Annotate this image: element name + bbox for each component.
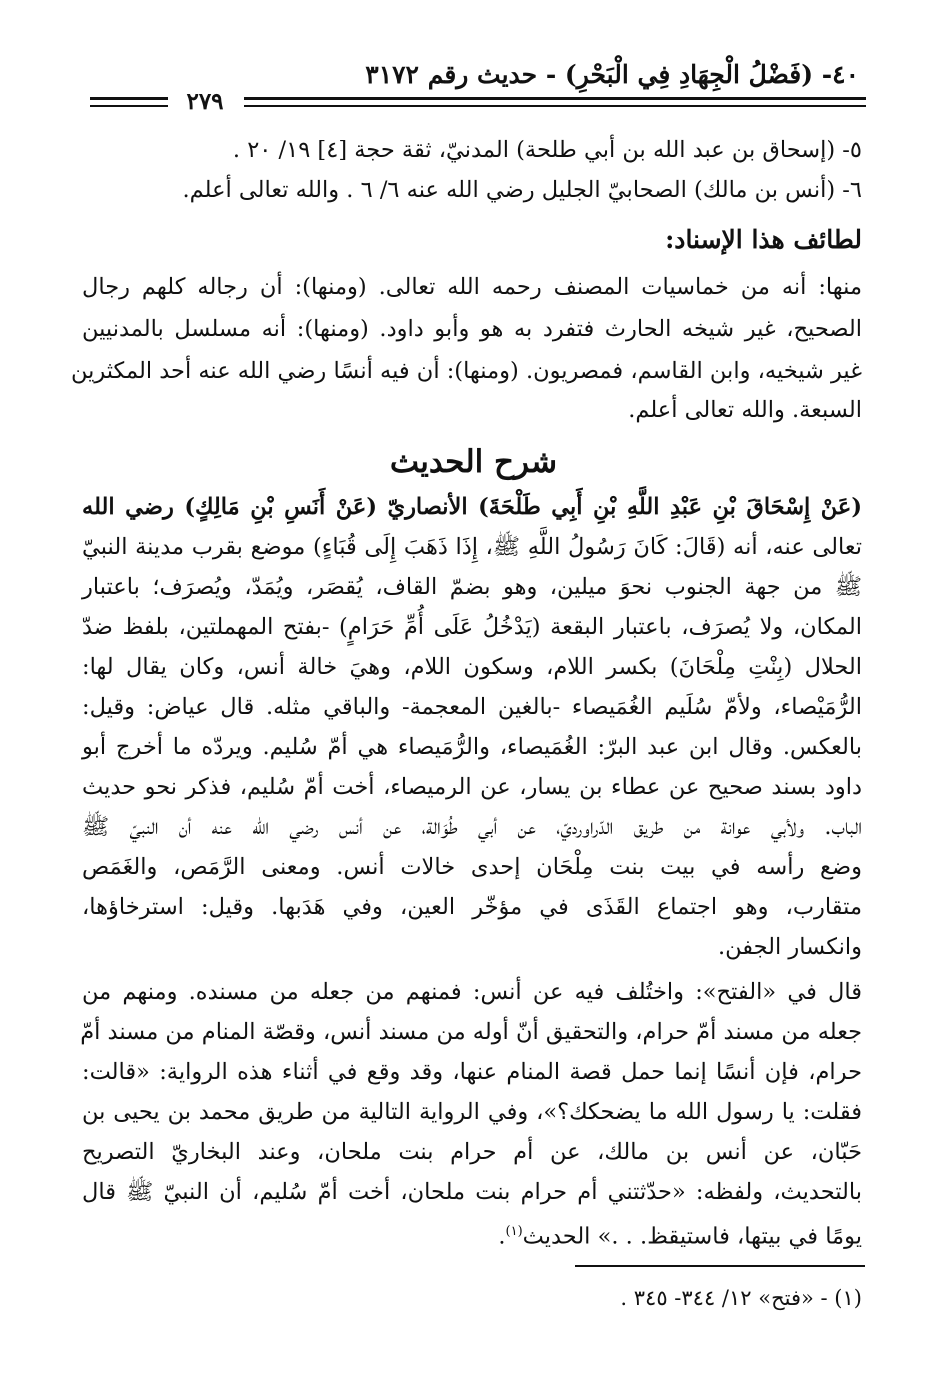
sharh-line-last — [82, 1215, 862, 1254]
header-rule-top-right — [244, 97, 866, 100]
sharh-line: الرُّمَيْصاء، ولأمّ سُلَيم الغُمَيصاء -بالغين المعجمة- والباقي مثله. قال عياض: وقيل: — [82, 694, 862, 720]
sharh-line: تعالى عنه، أنه (قَالَ: كَانَ رَسُولُ اللَّهِ ﷺ، إِذَا ذَهَبَ إِلَى قُبَاءٍ) موضع بقرب مدينة النبيّ — [82, 534, 862, 560]
sharh-line: بالعكس. وقال ابن عبد البرّ: الغُمَيصاء، والرُّمَيصاء هي أمّ سُليم. ويردّه ما أخرج أبو — [82, 734, 862, 760]
header-rule-top-left — [90, 97, 168, 100]
sharh-line: بالتحديث، ولفظه: «حدّثتني أم حرام بنت ملحان، أخت أمّ سُليم، أن النبيّ ﷺ قال — [82, 1179, 862, 1205]
page-number: ٢٧٩ — [186, 88, 224, 115]
sharh-line: الباب. ولأبي عوانة من طريق الدّراورديّ، عن أبي طُوَالة، عن أنس رضي الله عنه أن النبيّ ﷺ — [82, 814, 862, 840]
running-header-title: ٤٠- (فَضْلُ الْجِهَادِ فِي الْبَحْرِ) - حديث رقم ٣١٧٢ — [365, 60, 859, 89]
sharh-line: حرام، فإن أنسًا إنما حمل قصة المنام عنها، وقد وقع في أثناء هذه الرواية: «قالت: — [82, 1059, 862, 1085]
sharh-line: متقارب، وهو اجتماع القَذَى في مؤخّر العين، وفي هَدَبها. وقيل: استرخاؤها، — [82, 894, 862, 920]
period: . — [498, 1223, 506, 1250]
lataif-line: منها: أنه من خماسيات المصنف رحمه الله تعالى. (ومنها): أن رجاله كلهم رجال — [82, 274, 862, 300]
narrator-line: ٥- (إسحاق بن عبد الله بن أبي طلحة) المدنيّ، ثقة حجة [٤] ١٩/ ٢٠ . — [232, 137, 862, 163]
header-rule-bottom-right — [244, 105, 866, 107]
section-heading-lataif: لطائف هذا الإسناد: — [665, 225, 862, 254]
lataif-line: الصحيح، غير شيخه الحارث فتفرد به هو وأبو داود. (ومنها): أنه مسلسل بالمدنيين — [82, 316, 862, 342]
sharh-line: حَبّان، عن أنس بن مالك، عن أم حرام بنت ملحان، وعند البخاريّ التصريح — [82, 1139, 862, 1165]
sharh-line: المكان، ولا يُصرَف، باعتبار البقعة (يَدْخُلُ عَلَى أُمِّ حَرَامٍ) -بفتح المهملتين، بلفظ ضدّ — [82, 614, 862, 640]
sharh-line: الحلال (بِنْتِ مِلْحَانَ) بكسر اللام، وسكون اللام، وهيَ خالة أنس، وكان يقال لها: — [82, 654, 862, 680]
sharh-line: ﷺ من جهة الجنوب نحوَ ميلين، وهو بضمّ القاف، يُقصَر، ويُمَدّ، ويُصرَف؛ باعتبار — [82, 574, 862, 600]
lataif-line: غير شيخيه، وابن القاسم، فمصريون. (ومنها): أن فيه أنسًا رضي الله عنه أحد المكثرين — [70, 358, 862, 384]
sharh-line: قال في «الفتح»: واختُلف فيه عن أنس: فمنهم من جعله من مسنده. ومنهم من — [82, 979, 862, 1005]
footnote-separator — [575, 1265, 865, 1267]
sharh-line: داود بسند صحيح عن عطاء بن يسار، عن الرميصاء، أخت أمّ سُليم، فذكر نحو حديث — [82, 774, 862, 800]
sharh-line: جعله من مسند أمّ حرام، والتحقيق أنّ أوله من مسند أنس، وقصّة المنام من مسند أمّ — [80, 1019, 862, 1045]
footnote-marker: (١) — [505, 1224, 523, 1239]
section-heading-sharh: شرح الحديث — [389, 444, 558, 480]
lataif-line: السبعة. والله تعالى أعلم. — [628, 397, 862, 423]
sharh-line: وانكسار الجفن. — [717, 934, 862, 960]
narrator-line: ٦- (أنس بن مالك) الصحابيّ الجليل رضي الله عنه ٦/ ٦ . والله تعالى أعلم. — [182, 177, 862, 203]
sharh-line: وضع رأسه في بيت بنت مِلْحَان إحدى خالات أنس. ومعنى الرَّمَص، والغَمَص — [82, 854, 862, 880]
sharh-line-text: يومًا في بيتها، فاستيقظ. . .» الحديث — [522, 1223, 862, 1250]
sharh-line: (عَنْ إِسْحَاقَ بْنِ عَبْدِ اللَّهِ بْنِ أَبِي طَلْحَةَ) الأنصاريّ (عَنْ أَنَسِ بْنِ مَالِكٍ) رضي الله — [82, 494, 862, 520]
footnote: (١) - «فتح» ١٢/ ٣٤٤- ٣٤٥ . — [620, 1286, 862, 1310]
header-rule-bottom-left — [90, 105, 168, 107]
sharh-line: فقلت: يا رسول الله ما يضحكك؟»، وفي الرواية التالية من طريق محمد بن يحيى بن — [82, 1099, 862, 1125]
